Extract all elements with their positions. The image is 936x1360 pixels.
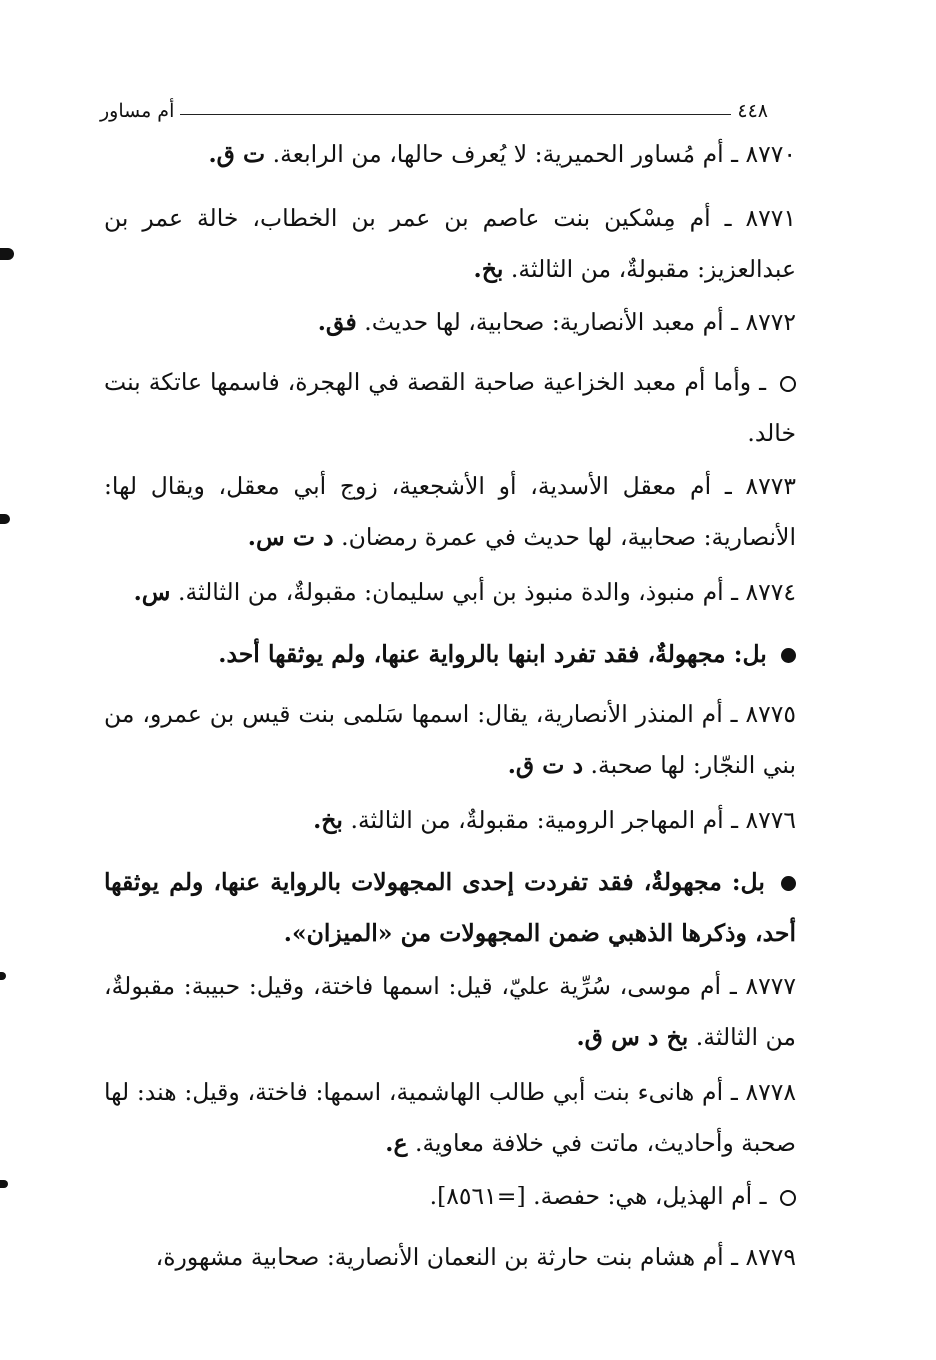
entry-number: ٨٧٧٠ bbox=[745, 140, 796, 168]
entry-number: ٨٧٧٢ bbox=[745, 308, 796, 336]
filled-circle-icon bbox=[781, 648, 796, 663]
note-text: ـ وأما أم معبد الخزاعية صاحبة القصة في الهجرة، فاسمها عاتكة بنت خالد. bbox=[104, 368, 796, 447]
entry-number: ٨٧٧٤ bbox=[745, 578, 796, 606]
entry-text: ـ أم مِسْكين بنت عاصم بن عمر بن الخطاب، خالة عمر بن عبدالعزيز: مقبولةٌ، من الثالثة. bbox=[104, 204, 796, 283]
entry-text: ـ أم مُساور الحميرية: لا يُعرف حالها، من الرابعة. bbox=[272, 140, 739, 168]
running-header bbox=[100, 98, 768, 122]
scan-edge-mark bbox=[0, 514, 10, 524]
entry-8770 bbox=[104, 129, 840, 180]
entry-8771 bbox=[104, 193, 840, 295]
comment-text: بل: مجهولةٌ، فقد تفردت إحدى المجهولات بالرواية عنها، ولم يوثقها أحد، وذكرها الذهبي ضمن المجهولات من «الميزان». bbox=[104, 868, 796, 947]
entry-8779 bbox=[104, 1232, 840, 1283]
entry-number: ٨٧٧٩ bbox=[745, 1243, 796, 1271]
entry-siglum: د ت س. bbox=[247, 523, 334, 551]
entry-siglum: د ت ق. bbox=[507, 751, 584, 779]
entry-8774 bbox=[104, 567, 840, 618]
entry-text: ـ أم هشام بنت حارثة بن النعمان الأنصارية: صحابية مشهورة، bbox=[155, 1243, 739, 1271]
entry-8773 bbox=[104, 461, 840, 563]
open-circle-icon bbox=[780, 376, 796, 392]
filled-circle-icon bbox=[781, 876, 796, 891]
entry-text: ـ أم منبوذ، والدة منبوذ بن أبي سليمان: مقبولةٌ، من الثالثة. bbox=[177, 578, 739, 606]
entry-siglum: فق. bbox=[317, 308, 357, 336]
scan-edge-mark bbox=[0, 972, 6, 980]
entry-text: ـ أم المنذر الأنصارية، يقال: اسمها سَلمى بنت قيس بن عمرو، من بني النجّار: لها صحبة. bbox=[104, 700, 796, 779]
entry-text: ـ أم معقل الأسدية، أو الأشجعية، زوج أبي معقل، ويقال لها: الأنصارية: صحابية، لها حديث في عمرة رمضان. bbox=[104, 472, 796, 551]
entry-siglum: بخ. bbox=[473, 255, 504, 283]
entry-siglum: بخ د س ق. bbox=[576, 1023, 689, 1051]
note-umm-hudhayl bbox=[104, 1171, 840, 1222]
entry-number: ٨٧٧٨ bbox=[745, 1078, 796, 1106]
entry-number: ٨٧٧٦ bbox=[745, 806, 796, 834]
entry-text: ـ أم هانىء بنت أبي طالب الهاشمية، اسمها: فاختة، وقيل: هند: لها صحبة وأحاديث، ماتت في خلافة معاوية. bbox=[104, 1078, 796, 1157]
scan-edge-mark bbox=[0, 248, 14, 260]
page-number: ٤٤٨ bbox=[737, 100, 768, 122]
scan-edge-mark bbox=[0, 1180, 8, 1188]
entry-number: ٨٧٧٧ bbox=[745, 972, 796, 1000]
running-title: أم مساور bbox=[100, 100, 175, 122]
open-circle-icon bbox=[780, 1190, 796, 1206]
entry-8776 bbox=[104, 795, 840, 846]
entry-8772 bbox=[104, 297, 840, 348]
note-text: ـ أم الهذيل، هي: حفصة. [=٨٥٦١]. bbox=[429, 1182, 767, 1210]
entry-siglum: ع. bbox=[385, 1129, 408, 1157]
comment-8774 bbox=[104, 629, 840, 680]
header-rule bbox=[180, 114, 731, 115]
entry-text: ـ أم معبد الأنصارية: صحابية، لها حديث. bbox=[364, 308, 739, 336]
entry-number: ٨٧٧١ bbox=[745, 204, 796, 232]
comment-text: بل: مجهولةٌ، فقد تفرد ابنها بالرواية عنها، ولم يوثقها أحد. bbox=[218, 640, 767, 668]
entry-text: ـ أم موسى، سُرِّية عليّ، قيل: اسمها فاختة، وقيل: حبيبة: مقبولةٌ، من الثالثة. bbox=[104, 972, 796, 1051]
entry-text: ـ أم المهاجر الرومية: مقبولةٌ، من الثالثة. bbox=[350, 806, 739, 834]
entry-8775 bbox=[104, 689, 840, 791]
entry-number: ٨٧٧٣ bbox=[745, 472, 796, 500]
entry-siglum: بخ. bbox=[313, 806, 343, 834]
entry-8778 bbox=[104, 1067, 840, 1169]
entry-siglum: ت ق. bbox=[208, 140, 266, 168]
entry-siglum: س. bbox=[133, 578, 171, 606]
comment-8776 bbox=[104, 857, 840, 959]
entry-8777 bbox=[104, 961, 840, 1063]
entry-number: ٨٧٧٥ bbox=[745, 700, 796, 728]
note-umm-mabad bbox=[104, 357, 840, 459]
